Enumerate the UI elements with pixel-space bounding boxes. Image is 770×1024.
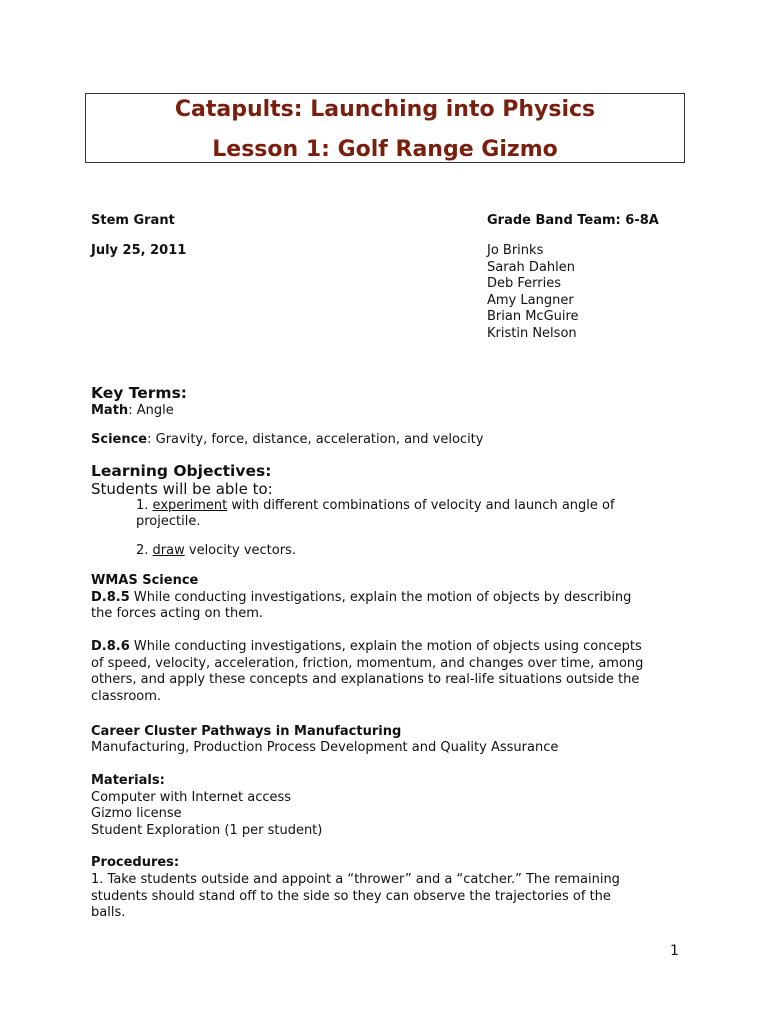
math-label: Math: [91, 403, 129, 418]
science-terms: [91, 432, 483, 449]
objective-text: with different combinations of velocity and launch angle of: [227, 498, 615, 513]
materials-heading: Materials:: [91, 773, 165, 788]
objective-1: [136, 498, 615, 515]
team-member: Brian McGuire: [487, 309, 579, 324]
math-text: : Angle: [128, 403, 174, 418]
document-title: Catapults: Launching into Physics: [174, 97, 596, 122]
team-member: Kristin Nelson: [487, 325, 577, 341]
standard-d86-line3: others, and apply these concepts and explanations to real-life situations outside the: [91, 672, 640, 687]
material-item: Computer with Internet access: [91, 790, 292, 805]
title-box: [85, 93, 685, 163]
objectives-heading: Learning Objectives:: [91, 462, 272, 480]
team-member: Deb Ferries: [487, 276, 562, 291]
standard-d85: [91, 590, 631, 607]
team-member: Amy Langner: [487, 292, 574, 308]
objective-number: 2.: [136, 543, 153, 558]
procedure-line: balls.: [91, 905, 126, 920]
standard-d86-line4: classroom.: [91, 689, 162, 704]
material-item: Student Exploration (1 per student): [91, 823, 323, 838]
career-text: Manufacturing, Production Process Development and Quality Assurance: [91, 740, 559, 755]
standard-text: While conducting investigations, explain the motion of objects by describing: [129, 590, 632, 605]
procedure-line: students should stand off to the side so they can observe the trajectories of the: [91, 889, 611, 904]
key-terms-heading: Key Terms:: [91, 384, 187, 402]
page-number: 1: [670, 943, 679, 959]
team-label: Grade Band Team: 6-8A: [487, 213, 659, 228]
objective-2: [136, 543, 296, 560]
date: July 25, 2011: [91, 243, 187, 258]
science-text: : Gravity, force, distance, acceleration, and velocity: [147, 432, 484, 447]
standard-code: D.8.6: [91, 639, 130, 654]
science-label: Science: [91, 432, 148, 447]
math-terms: [91, 403, 174, 420]
objective-verb: experiment: [152, 498, 228, 513]
team-members: [487, 243, 579, 342]
standard-text: While conducting investigations, explain the motion of objects using concepts: [129, 639, 642, 654]
career-heading: Career Cluster Pathways in Manufacturing: [91, 724, 402, 739]
objective-1-continued: projectile.: [136, 514, 201, 529]
standard-code: D.8.5: [91, 590, 130, 605]
objectives-intro: Students will be able to:: [91, 480, 273, 498]
objective-number: 1.: [136, 498, 153, 513]
standard-d85-continued: the forces acting on them.: [91, 606, 264, 621]
material-item: Gizmo license: [91, 806, 182, 821]
standard-d86-line2: of speed, velocity, acceleration, friction, momentum, and changes over time, among: [91, 656, 644, 671]
procedures-heading: Procedures:: [91, 855, 180, 870]
grant-label: Stem Grant: [91, 213, 175, 228]
objective-verb: draw: [152, 543, 185, 558]
procedure-line: 1. Take students outside and appoint a “thrower” and a “catcher.” The remaining: [91, 872, 620, 887]
wmas-heading: WMAS Science: [91, 573, 199, 588]
team-member: Jo Brinks: [487, 243, 544, 258]
lesson-title: Lesson 1: Golf Range Gizmo: [212, 137, 558, 162]
standard-d86: [91, 639, 642, 656]
objective-text: velocity vectors.: [184, 543, 296, 558]
team-member: Sarah Dahlen: [487, 259, 575, 275]
